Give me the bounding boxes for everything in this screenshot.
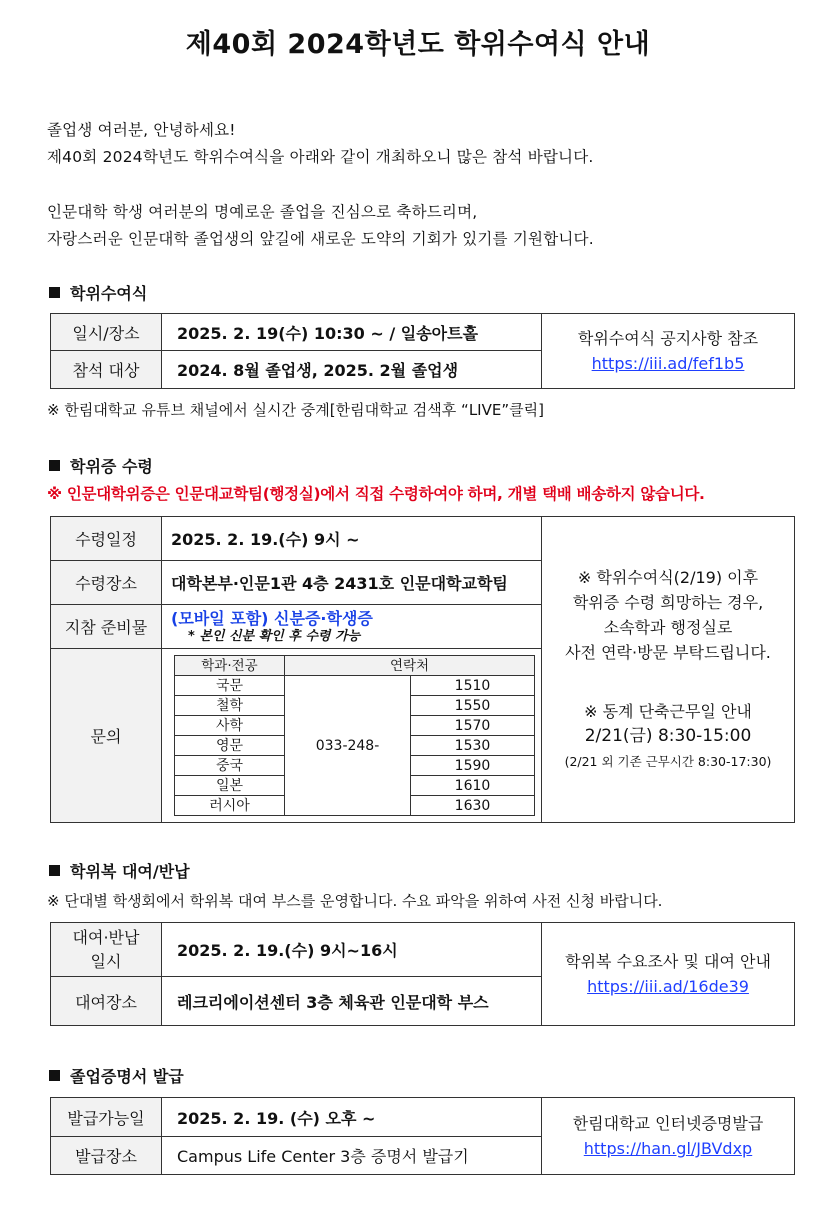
section-heading-certificate (49, 1067, 184, 1087)
ceremony-table (50, 313, 795, 389)
diploma-side-cell (542, 517, 795, 823)
square-bullet-icon (49, 1070, 60, 1081)
contact-header-dept: 학과·전공 (175, 656, 285, 676)
items-label: 지참 준비물 (51, 605, 162, 649)
section-title: 졸업증명서 발급 (70, 1067, 184, 1086)
certificate-table (50, 1097, 795, 1175)
ceremony-side-cell (542, 314, 795, 389)
intro-line-3: 인문대학 학생 여러분의 명예로운 졸업을 진심으로 축하드리며, (47, 203, 478, 221)
contact-table (174, 655, 535, 816)
section-title: 학위복 대여/반납 (70, 862, 190, 881)
side-line: 소속학과 행정실로 (603, 618, 733, 637)
issue-place-value: Campus Life Center 3층 증명서 발급기 (162, 1137, 542, 1175)
gown-table (50, 922, 795, 1026)
items-highlight: (모바일 포함) (171, 608, 269, 628)
contact-dept: 중국 (175, 756, 285, 776)
gown-date-value: 2025. 2. 19.(수) 9시~16시 (162, 923, 542, 977)
square-bullet-icon (49, 460, 60, 471)
section-title: 학위수여식 (70, 284, 148, 303)
datetime-value: 2025. 2. 19(수) 10:30 ~ / 일송아트홀 (162, 314, 542, 351)
gown-place-label: 대여장소 (51, 977, 162, 1026)
contact-ext: 1510 (411, 676, 535, 696)
attend-label: 참석 대상 (51, 351, 162, 389)
ceremony-note: ※ 한림대학교 유튜브 채널에서 실시간 중계[한림대학교 검색후 “LIVE”클릭] (47, 401, 544, 419)
contact-dept: 철학 (175, 696, 285, 716)
contact-dept: 영문 (175, 736, 285, 756)
side-line: ※ 학위수여식(2/19) 이후 (577, 568, 759, 587)
certificate-notice-text: 한림대학교 인터넷증명발급 (572, 1114, 764, 1133)
side-line: 학위증 수령 희망하는 경우, (572, 593, 764, 612)
items-note: * 본인 신분 확인 후 수령 가능 (188, 628, 361, 644)
ceremony-notice-text: 학위수여식 공지사항 참조 (577, 329, 759, 348)
items-rest: 신분증·학생증 (268, 608, 373, 628)
issue-date-label: 발급가능일 (51, 1098, 162, 1137)
square-bullet-icon (49, 865, 60, 876)
contact-dept: 사학 (175, 716, 285, 736)
gown-date-label-line: 일시 (90, 951, 122, 971)
gown-place-value: 레크리에이션센터 3층 체육관 인문대학 부스 (162, 977, 542, 1026)
section-title: 학위증 수령 (70, 457, 153, 476)
certificate-side-cell (542, 1098, 795, 1175)
section-heading-gown (49, 862, 190, 882)
receive-place-label: 수령장소 (51, 561, 162, 605)
datetime-label: 일시/장소 (51, 314, 162, 351)
gown-date-label-line: 대여·반납 (72, 927, 140, 947)
gown-notice-text: 학위복 수요조사 및 대여 안내 (565, 952, 771, 971)
gown-side-cell (542, 923, 795, 1026)
contact-ext: 1610 (411, 776, 535, 796)
contact-prefix: 033-248- (285, 676, 411, 816)
diploma-warning: ※ 인문대학위증은 인문대교학팀(행정실)에서 직접 수령하여야 하며, 개별 택배 배송하지 않습니다. (47, 485, 705, 503)
contact-ext: 1530 (411, 736, 535, 756)
certificate-notice-link[interactable]: https://han.gl/JBVdxp (583, 1139, 753, 1158)
section-heading-diploma (49, 457, 153, 477)
contact-dept: 국문 (175, 676, 285, 696)
ceremony-notice-link[interactable]: https://iii.ad/fef1b5 (591, 354, 745, 373)
items-value (162, 605, 542, 649)
contact-ext: 1570 (411, 716, 535, 736)
contact-ext: 1630 (411, 796, 535, 816)
receive-place-value: 대학본부·인문1관 4층 2431호 인문대학교학팀 (162, 561, 542, 605)
intro-line-2: 제40회 2024학년도 학위수여식을 아래와 같이 개최하오니 많은 참석 바랍니다. (47, 148, 594, 166)
side-line: ※ 동계 단축근무일 안내 (584, 702, 752, 721)
gown-notice-link[interactable]: https://iii.ad/16de39 (587, 977, 749, 996)
intro-line-4: 자랑스러운 인문대학 졸업생의 앞길에 새로운 도약의 기회가 있기를 기원합니다. (47, 230, 594, 248)
contact-label: 문의 (51, 649, 162, 823)
contact-header-phone: 연락처 (285, 656, 535, 676)
receive-date-label: 수령일정 (51, 517, 162, 561)
contact-dept: 러시아 (175, 796, 285, 816)
diploma-table (50, 516, 795, 823)
issue-place-label: 발급장소 (51, 1137, 162, 1175)
side-line: 2/21(금) 8:30-15:00 (584, 726, 752, 746)
contact-ext: 1550 (411, 696, 535, 716)
receive-date-value: 2025. 2. 19.(수) 9시 ~ (162, 517, 542, 561)
side-line: 사전 연락·방문 부탁드립니다. (565, 643, 771, 662)
contact-cell (162, 649, 542, 823)
side-line: (2/21 외 기존 근무시간 8:30-17:30) (564, 754, 772, 769)
intro-line-1: 졸업생 여러분, 안녕하세요! (47, 121, 236, 139)
square-bullet-icon (49, 287, 60, 298)
issue-date-value: 2025. 2. 19. (수) 오후 ~ (162, 1098, 542, 1137)
contact-dept: 일본 (175, 776, 285, 796)
section-heading-ceremony (49, 284, 147, 304)
gown-note: ※ 단대별 학생회에서 학위복 대여 부스를 운영합니다. 수요 파악을 위하여 사전 신청 바랍니다. (47, 892, 663, 910)
contact-ext: 1590 (411, 756, 535, 776)
gown-date-label (51, 923, 162, 977)
page-title: 제40회 2024학년도 학위수여식 안내 (185, 29, 651, 60)
contact-row (175, 676, 535, 696)
attend-value: 2024. 8월 졸업생, 2025. 2월 졸업생 (162, 351, 542, 389)
